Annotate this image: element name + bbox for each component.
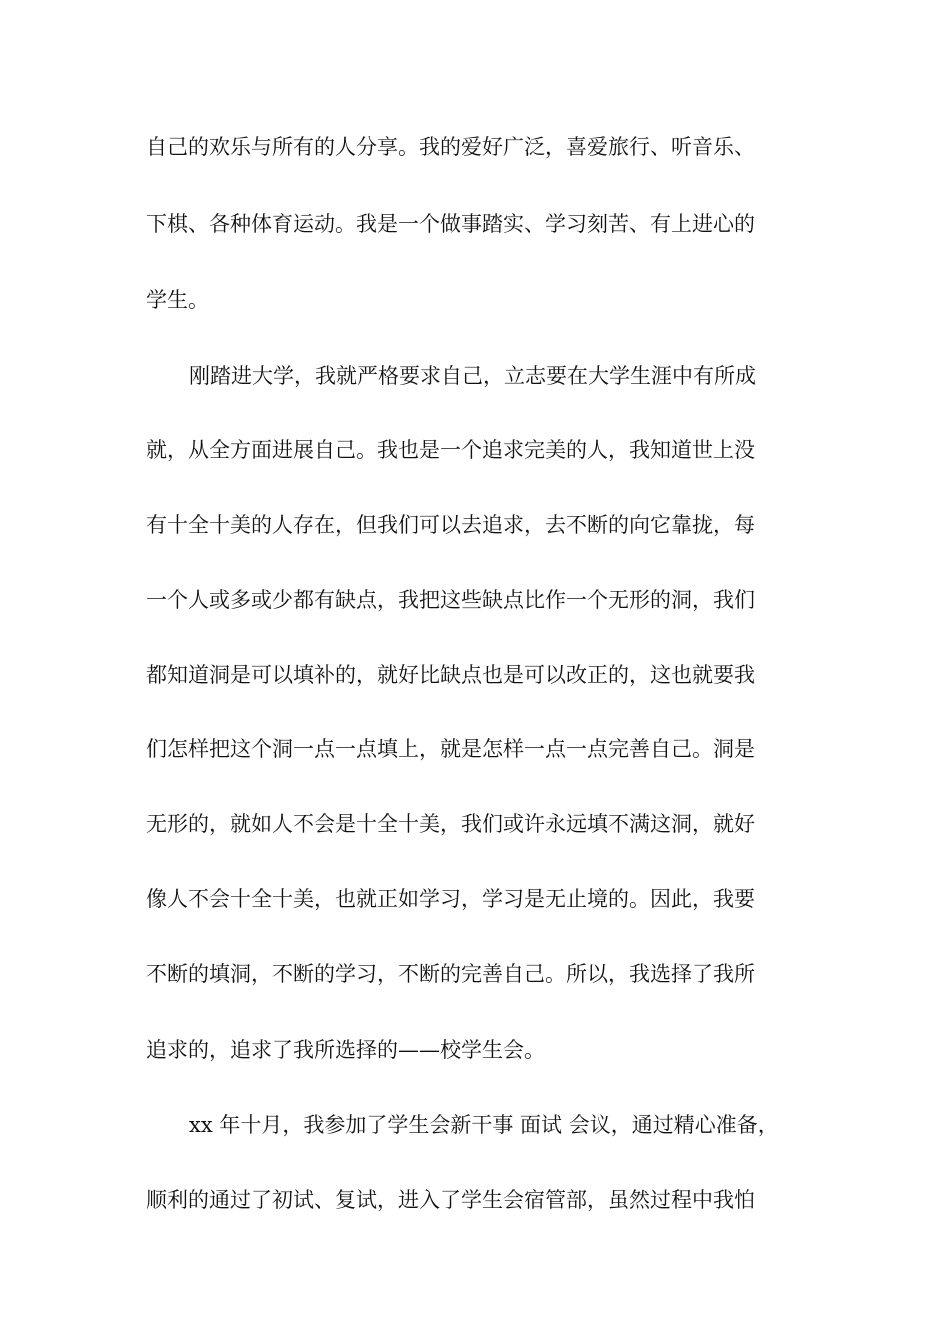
text-line: 像人不会十全十美，也就正如学习，学习是无止境的。因此，我要: [146, 887, 755, 911]
text-line: 追求的，追求了我所选择的——校学生会。: [146, 1038, 545, 1062]
text-line: 顺利的通过了初试、复试，进入了学生会宿管部，虽然过程中我怕: [146, 1188, 755, 1212]
text-line: 下棋、各种体育运动。我是一个做事踏实、学习刻苦、有上进心的: [146, 212, 755, 236]
paragraph-first-line: 刚踏进大学，我就严格要求自己，立志要在大学生涯中有所成: [189, 364, 756, 388]
text-line: 一个人或多或少都有缺点，我把这些缺点比作一个无形的洞，我们: [146, 588, 755, 612]
text-line: 们怎样把这个洞一点一点填上，就是怎样一点一点完善自己。洞是: [146, 737, 755, 761]
text-line: 就，从全方面进展自己。我也是一个追求完美的人，我知道世上没: [146, 438, 755, 462]
text-line: 自己的欢乐与所有的人分享。我的爱好广泛，喜爱旅行、听音乐、: [146, 135, 755, 159]
paragraph-first-line: xx 年十月，我参加了学生会新干事 面试 会议，通过精心准备，: [189, 1113, 779, 1137]
text-line: 学生。: [146, 288, 209, 312]
text-line: 都知道洞是可以填补的，就好比缺点也是可以改正的，这也就要我: [146, 663, 755, 687]
text-line: 不断的填洞，不断的学习，不断的完善自己。所以，我选择了我所: [146, 962, 755, 986]
text-line: 无形的，就如人不会是十全十美，我们或许永远填不满这洞，就好: [146, 812, 755, 836]
text-line: 有十全十美的人存在，但我们可以去追求，去不断的向它靠拢，每: [146, 513, 755, 537]
